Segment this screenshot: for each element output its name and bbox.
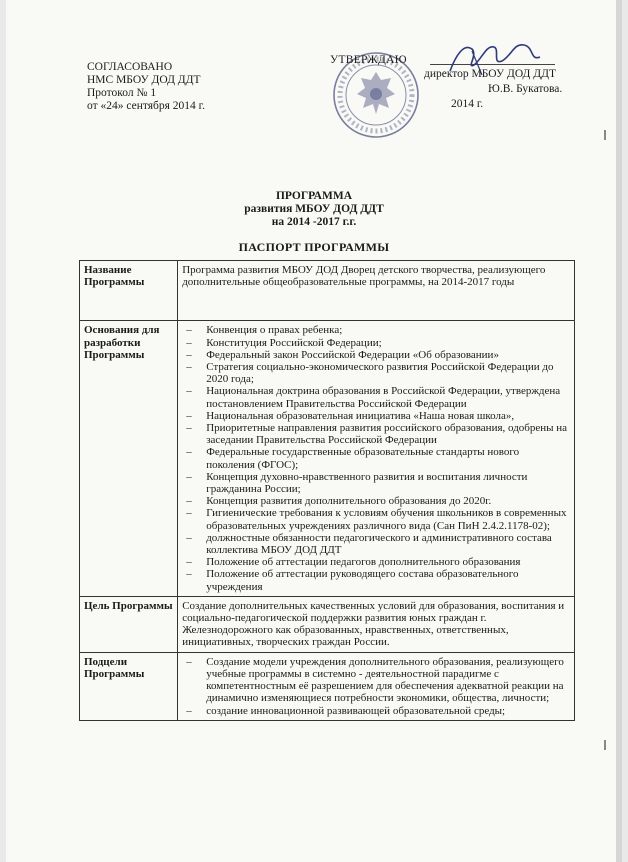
table-row [80, 652, 575, 720]
row-label: Название Программы [80, 261, 178, 321]
list-item: – Концепция духовно-нравственного развития и воспитания личности гражданина России; [182, 471, 570, 495]
scan-mark [604, 130, 606, 140]
passport-table [79, 260, 575, 721]
list-item: – Положение об аттестации руководящего состава образовательного учреждения [182, 568, 570, 592]
list-item: – Национальная доктрина образования в Российской Федерации, утверждена постановлением Правительства Российской Федерации [182, 385, 570, 409]
list-item: – Национальная образовательная инициатива «Наша новая школа», [182, 410, 570, 422]
list-item: – Концепция развития дополнительного образования до 2020г. [182, 495, 570, 507]
approval-protocol: Протокол № 1 [87, 87, 157, 99]
approval-date: от «24» сентября 2014 г. [87, 100, 205, 112]
list-item: – Конституция Российской Федерации; [182, 337, 570, 349]
program-period: на 2014 -2017 г.г. [271, 216, 357, 228]
row-value [178, 652, 575, 720]
approval-title: СОГЛАСОВАНО [87, 61, 173, 73]
approval-org: НМС МБОУ ДОД ДДТ [87, 74, 201, 86]
table-row [80, 321, 575, 596]
list-item: – Конвенция о правах ребенка; [182, 324, 570, 336]
list-item: – Приоритетные направления развития российского образования, одобрены на заседании Правительства Российской Федерации [182, 422, 570, 446]
approve-name: Ю.В. Букатова. [488, 83, 563, 95]
row-value: Программа развития МБОУ ДОД Дворец детского творчества, реализующего дополнительные общеобразовательные программы, на 2014-2017 годы [178, 261, 575, 321]
list-item: – Федеральный закон Российской Федерации «Об образовании» [182, 349, 570, 361]
row-label: Подцели Программы [80, 652, 178, 720]
list-item: – Стратегия социально-экономического развития Российской Федерации до 2020 года; [182, 361, 570, 385]
list-item: – Гигиенические требования к условиям обучения школьников в современных образовательных учреждениях различного вида (Сан ПиН 2.4.2.1178-02); [182, 507, 570, 531]
approve-director: директор МБОУ ДОД ДДТ [424, 68, 556, 80]
list-item: – Положение об аттестации педагогов дополнительного образования [182, 556, 570, 568]
scan-mark [604, 740, 606, 750]
subgoals-list [182, 656, 570, 717]
row-value [178, 321, 575, 596]
program-title: ПРОГРАММА [275, 190, 353, 202]
list-item: – Федеральные государственные образовательные стандарты нового поколения (ФГОС); [182, 446, 570, 470]
program-subtitle: развития МБОУ ДОД ДДТ [244, 203, 384, 215]
table-row [80, 261, 575, 321]
list-item: – Создание модели учреждения дополнительного образования, реализующего учебные программы в системно - деятельностной парадигме с компетентностным её разрешением для обеспечения адекватной реакции на динамично изменяющиеся потребности экономики, общества, личности; [182, 656, 570, 705]
approve-year: 2014 г. [451, 98, 484, 110]
approve-title: УТВЕРЖДАЮ [330, 54, 407, 66]
list-item: – должностные обязанности педагогического и административного состава коллектива МБОУ ДОД ДДТ [182, 532, 570, 556]
passport-heading: ПАСПОРТ ПРОГРАММЫ [238, 240, 390, 254]
list-item: – создание инновационной развивающей образовательной среды; [182, 705, 570, 717]
row-label: Цель Программы [80, 596, 178, 652]
table-row [80, 596, 575, 652]
basis-list [182, 324, 570, 592]
row-value: Создание дополнительных качественных условий для образования, воспитания и социально-педагогической поддержки развития юных граждан г. Железнодорожного как образованных, нравственных, ответственных, инициативных, творческих граждан России. [178, 596, 575, 652]
page-edge-shadow [616, 0, 622, 862]
row-label: Основания для разработки Программы [80, 321, 178, 596]
approval-block [87, 61, 205, 113]
